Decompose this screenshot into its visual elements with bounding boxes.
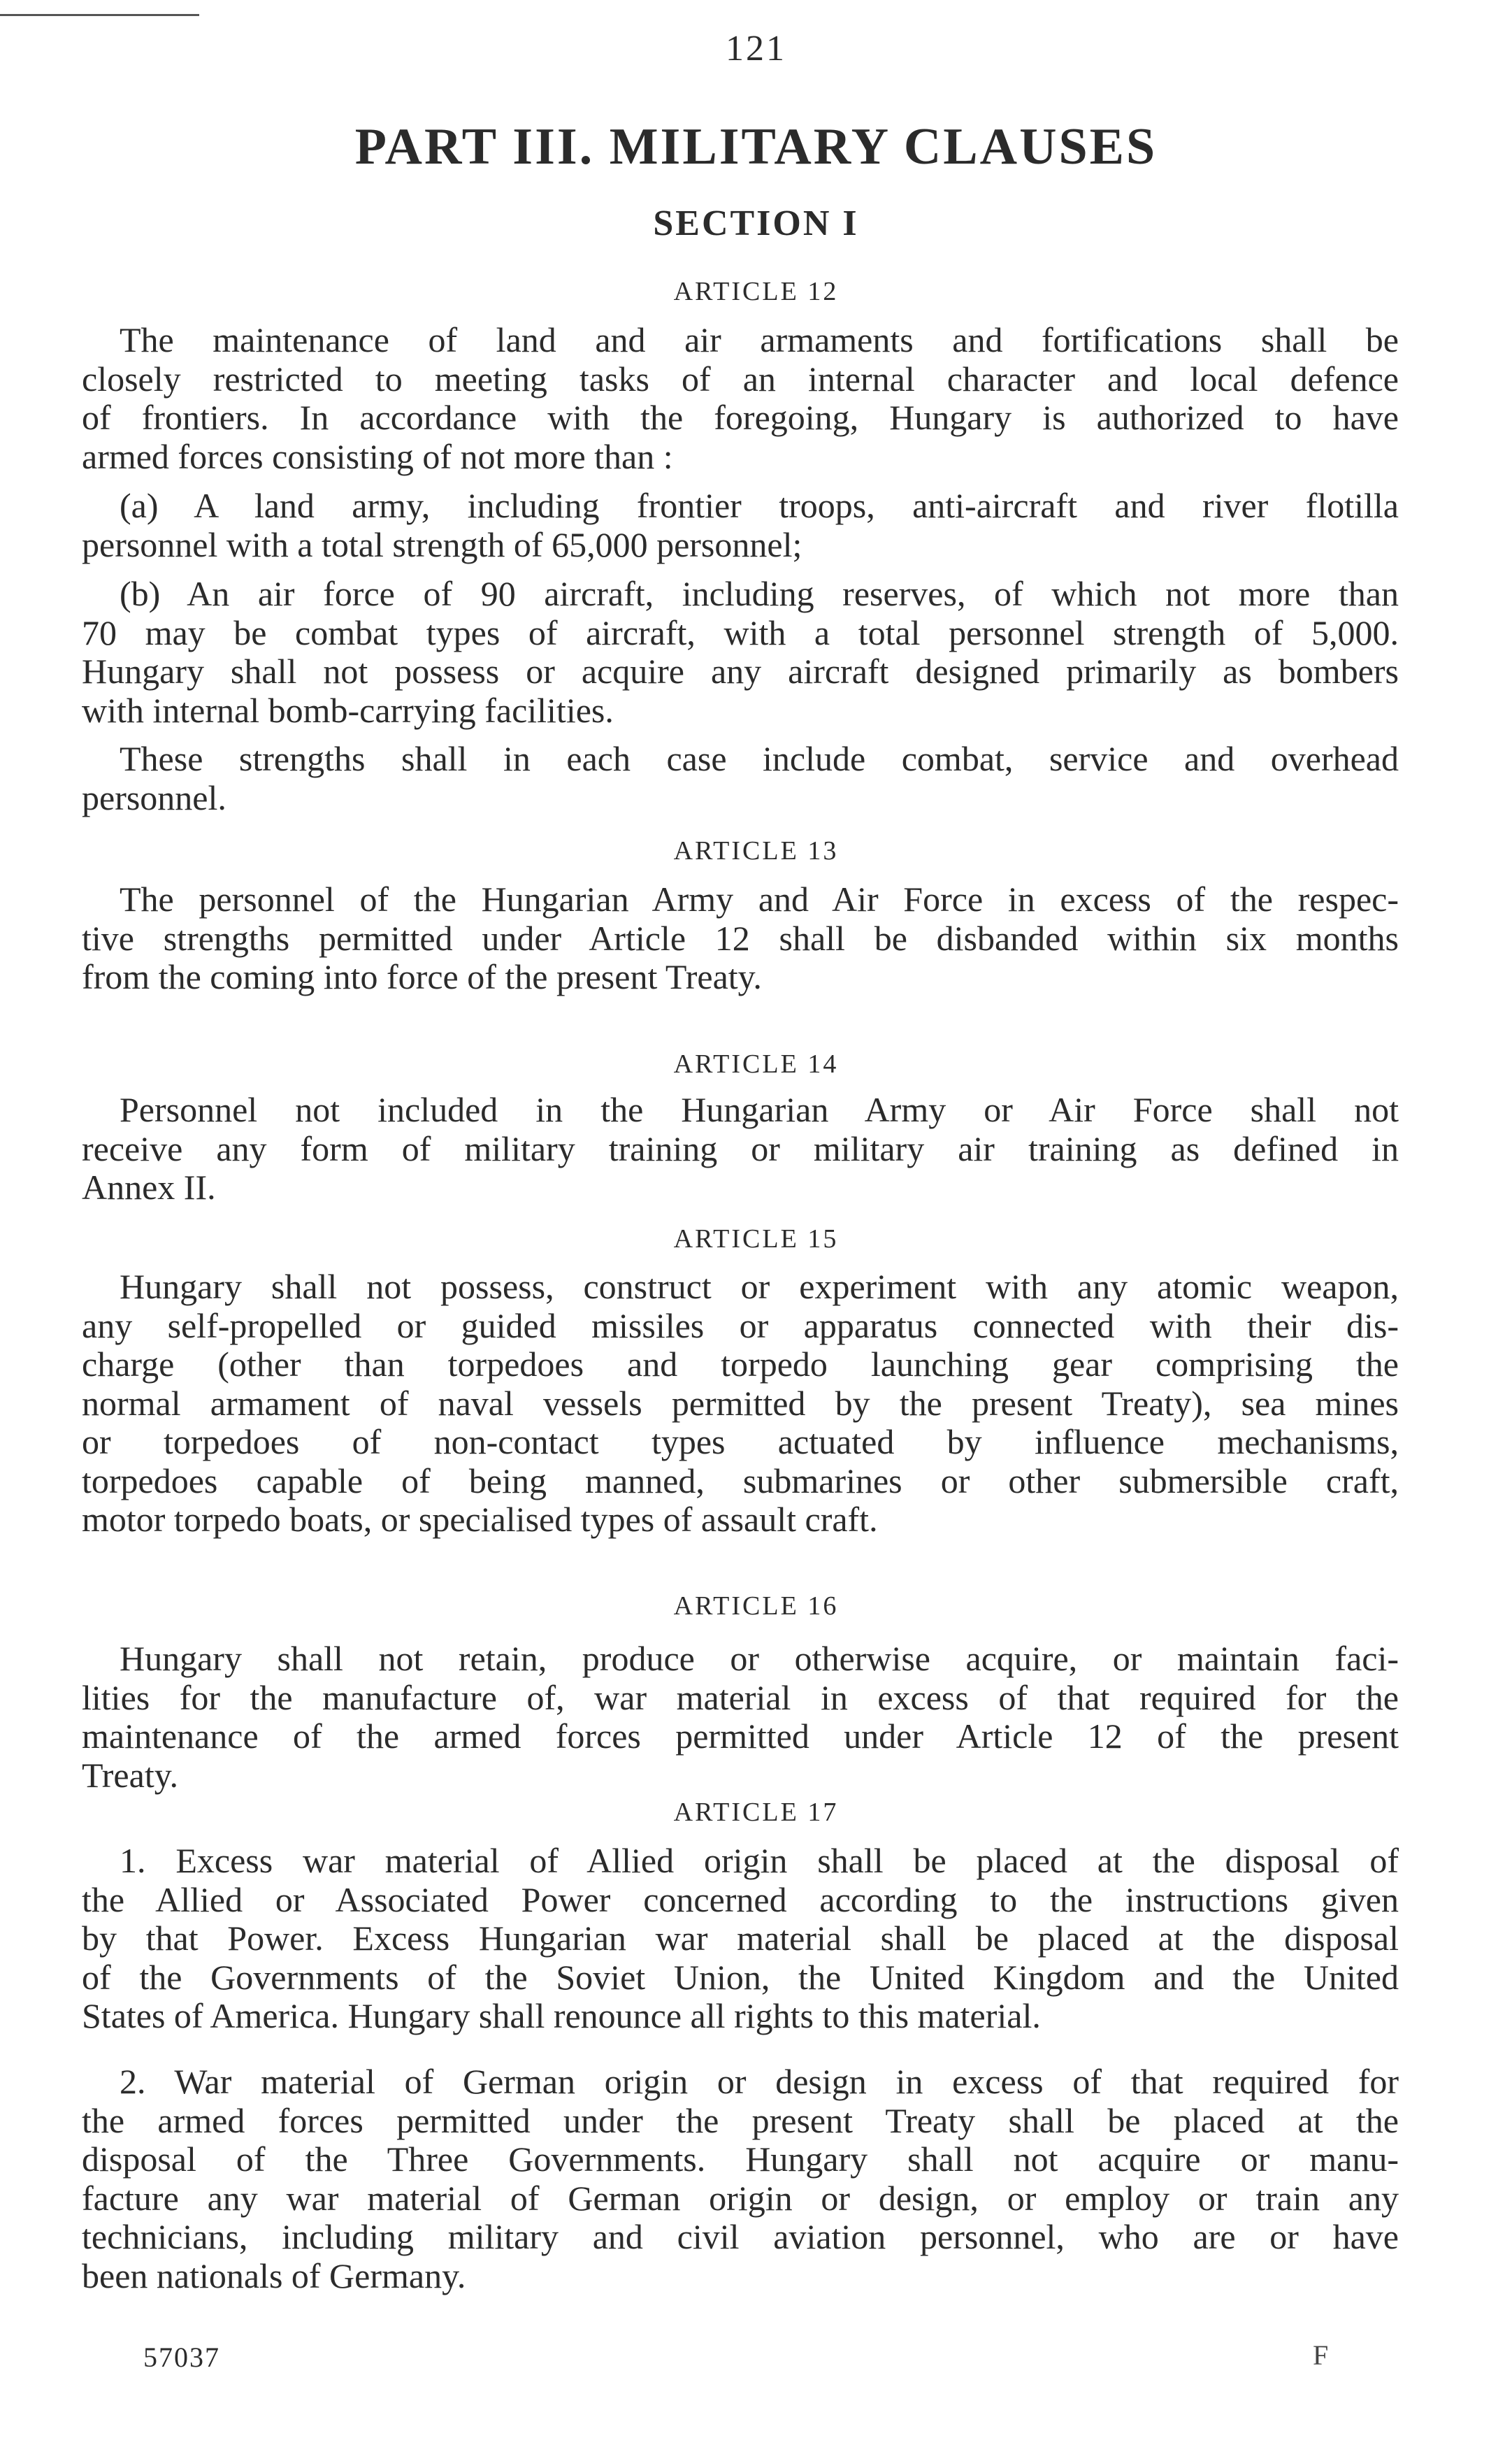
- text-line: any self-propelled or guided missiles or apparatus connected with their dis-: [82, 1305, 1399, 1345]
- text-line: technicians, including military and civil aviation personnel, who are or have: [82, 2217, 1399, 2256]
- text-line: Annex II.: [82, 1168, 216, 1207]
- text-line: tive strengths permitted under Article 12 shall be disbanded within six months: [82, 918, 1399, 958]
- text-line: of the Governments of the Soviet Union, the United Kingdom and the United: [82, 1957, 1399, 1997]
- article-13-paragraph-1: [82, 880, 1399, 997]
- text-line: personnel.: [82, 777, 226, 817]
- text-line: torpedoes capable of being manned, submarines or other submersible craft,: [82, 1461, 1399, 1500]
- article-14-paragraph-1: [82, 1091, 1399, 1207]
- text-line: facture any war material of German origin or design, or employ or train any: [82, 2178, 1399, 2218]
- article-12-paragraph-1: [82, 321, 1399, 476]
- text-line: Personnel not included in the Hungarian Army or Air Force shall not: [120, 1090, 1399, 1129]
- text-line: The personnel of the Hungarian Army and Air Force in excess of the respec-: [120, 880, 1399, 919]
- text-line: personnel with a total strength of 65,000 personnel;: [82, 524, 802, 564]
- text-line: 1. Excess war material of Allied origin shall be placed at the disposal of: [120, 1841, 1399, 1880]
- text-line: with internal bomb-carrying facilities.: [82, 690, 614, 730]
- article-17-paragraph-1: [82, 1842, 1399, 2036]
- section-title: SECTION I: [653, 203, 859, 243]
- text-line: Hungary shall not retain, produce or otherwise acquire, or maintain faci-: [120, 1639, 1399, 1678]
- article-12-paragraph-a: [82, 487, 1399, 564]
- article-16-heading: ARTICLE 16: [673, 1591, 839, 1621]
- article-13-heading: ARTICLE 13: [673, 836, 839, 866]
- text-line: States of America. Hungary shall renounce all rights to this material.: [82, 1996, 1041, 2035]
- article-17-paragraph-2: [82, 2063, 1399, 2295]
- text-line: or torpedoes of non-contact types actuated by influence mechanisms,: [82, 1422, 1399, 1461]
- text-line: Treaty.: [82, 1755, 178, 1795]
- text-line: Hungary shall not possess or acquire any aircraft designed primarily as bombers: [82, 652, 1399, 691]
- text-line: These strengths shall in each case include combat, service and overhead: [120, 739, 1399, 778]
- top-rule: [0, 14, 199, 16]
- text-line: from the coming into force of the present Treaty.: [82, 957, 762, 996]
- text-line: normal armament of naval vessels permitted by the present Treaty), sea mines: [82, 1383, 1399, 1423]
- article-12-paragraph-b: [82, 575, 1399, 730]
- text-line: maintenance of the armed forces permitted under Article 12 of the present: [82, 1716, 1399, 1756]
- text-line: been nationals of Germany.: [82, 2256, 466, 2295]
- footer-print-code: 57037: [143, 2342, 220, 2373]
- text-line: motor torpedo boats, or specialised types of assault craft.: [82, 1500, 878, 1539]
- article-15-heading: ARTICLE 15: [673, 1224, 839, 1254]
- text-line: (a) A land army, including frontier troops, anti-aircraft and river flotilla: [120, 486, 1399, 525]
- article-16-paragraph-1: [82, 1640, 1399, 1795]
- text-line: (b) An air force of 90 aircraft, including reserves, of which not more than: [120, 574, 1399, 613]
- text-line: lities for the manufacture of, war material in excess of that required for the: [82, 1677, 1399, 1717]
- text-line: of frontiers. In accordance with the foregoing, Hungary is authorized to have: [82, 398, 1399, 437]
- footer-signature-mark: F: [1313, 2339, 1329, 2371]
- text-line: the armed forces permitted under the present Treaty shall be placed at the: [82, 2100, 1399, 2140]
- text-line: disposal of the Three Governments. Hungary shall not acquire or manu-: [82, 2139, 1399, 2179]
- article-12-paragraph-strengths: [82, 740, 1399, 817]
- text-line: The maintenance of land and air armaments and fortifications shall be: [120, 320, 1399, 359]
- text-line: the Allied or Associated Power concerned according to the instructions given: [82, 1879, 1399, 1919]
- article-15-paragraph-1: [82, 1268, 1399, 1540]
- text-line: Hungary shall not possess, construct or experiment with any atomic weapon,: [120, 1267, 1399, 1306]
- text-line: charge (other than torpedoes and torpedo launching gear comprising the: [82, 1345, 1399, 1384]
- text-line: 70 may be combat types of aircraft, with a total personnel strength of 5,000.: [82, 612, 1399, 652]
- article-17-heading: ARTICLE 17: [673, 1798, 839, 1827]
- page-number: 121: [726, 29, 786, 69]
- article-12-heading: ARTICLE 12: [673, 277, 839, 306]
- part-title: PART III. MILITARY CLAUSES: [354, 118, 1158, 175]
- article-14-heading: ARTICLE 14: [673, 1049, 839, 1079]
- text-line: by that Power. Excess Hungarian war material shall be placed at the disposal: [82, 1919, 1399, 1958]
- text-line: receive any form of military training or military air training as defined in: [82, 1128, 1399, 1168]
- text-line: 2. War material of German origin or design in excess of that required for: [120, 2062, 1399, 2101]
- text-line: closely restricted to meeting tasks of an internal character and local defence: [82, 359, 1399, 399]
- text-line: armed forces consisting of not more than :: [82, 436, 673, 476]
